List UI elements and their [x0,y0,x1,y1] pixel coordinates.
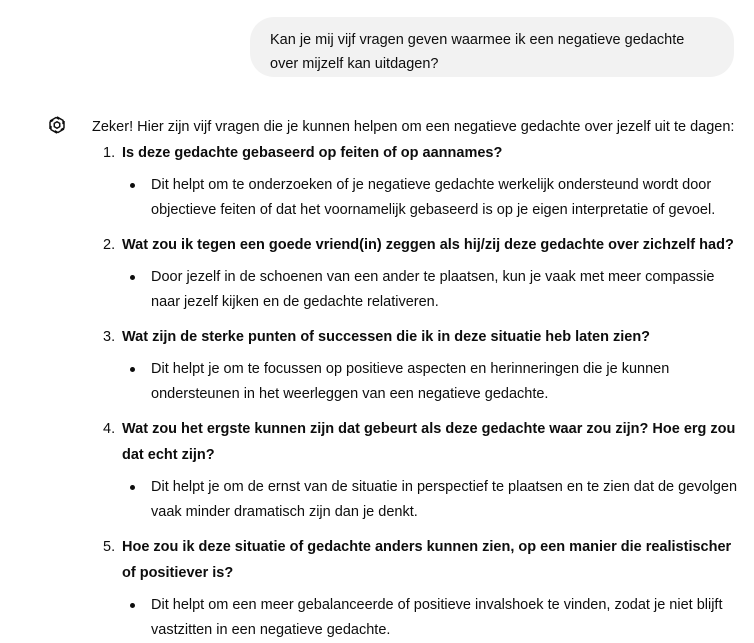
question-item [92,534,742,643]
explanation-text: Dit helpt je om te focussen op positieve aspecten en herinneringen die je kunnen ondersteunen in het weerleggen van een negatieve gedachte. [151,361,670,402]
question-item [92,324,742,407]
assistant-message [92,114,742,643]
question-number: 3. [103,329,116,345]
bullet-icon [130,485,135,490]
explanation-text: Dit helpt je om de ernst van de situatie in perspectief te plaatsen en te zien dat de gevolgen vaak minder dramatisch zijn dan je denkt. [151,479,738,520]
question-title: Hoe zou ik deze situatie of gedachte anders kunnen zien, op een manier die realistischer of positiever is? [122,539,732,581]
question-title: Wat zijn de sterke punten of successen die ik in deze situatie heb laten zien? [122,329,651,345]
explanation-list [122,593,742,643]
bullet-icon [130,603,135,608]
bullet-icon [130,275,135,280]
question-title: Is deze gedachte gebaseerd op feiten of op aannames? [122,145,503,161]
explanation-text: Dit helpt om een meer gebalanceerde of positieve invalshoek te vinden, zodat je niet blijft vastzitten in een negatieve gedachte. [151,597,723,638]
question-title: Wat zou het ergste kunnen zijn dat gebeurt als deze gedachte waar zou zijn? Hoe erg zou dat echt zijn? [122,421,736,463]
explanation-list [122,475,742,525]
explanation-list [122,265,742,315]
bullet-icon [130,367,135,372]
assistant-avatar [43,111,71,139]
explanation-item [122,265,742,315]
user-message-text: Kan je mij vijf vragen geven waarmee ik een negatieve gedachte over mijzelf kan uitdagen? [270,32,685,72]
openai-logo-icon [46,114,68,136]
explanation-list [122,357,742,407]
assistant-intro: Zeker! Hier zijn vijf vragen die je kunnen helpen om een negatieve gedachte over jezelf uit te dagen: [92,119,735,135]
question-number: 4. [103,421,116,437]
question-item [92,140,742,223]
question-item [92,232,742,315]
explanation-list [122,173,742,223]
question-number: 5. [103,539,116,555]
explanation-item [122,475,742,525]
question-number: 2. [103,237,116,253]
question-number: 1. [103,145,116,161]
explanation-text: Door jezelf in de schoenen van een ander te plaatsen, kun je vaak met meer compassie naar jezelf kijken en de gedachte relativeren. [151,269,715,310]
explanation-item [122,357,742,407]
question-item [92,416,742,525]
user-message-bubble [250,17,734,77]
question-title: Wat zou ik tegen een goede vriend(in) zeggen als hij/zij deze gedachte over zichzelf had? [122,237,734,253]
question-list [92,140,742,643]
explanation-item [122,593,742,643]
bullet-icon [130,183,135,188]
explanation-item [122,173,742,223]
explanation-text: Dit helpt om te onderzoeken of je negatieve gedachte werkelijk ondersteund wordt door objectieve feiten of dat het voornamelijk gebaseerd is op je eigen interpretatie of gevoel. [151,177,716,218]
